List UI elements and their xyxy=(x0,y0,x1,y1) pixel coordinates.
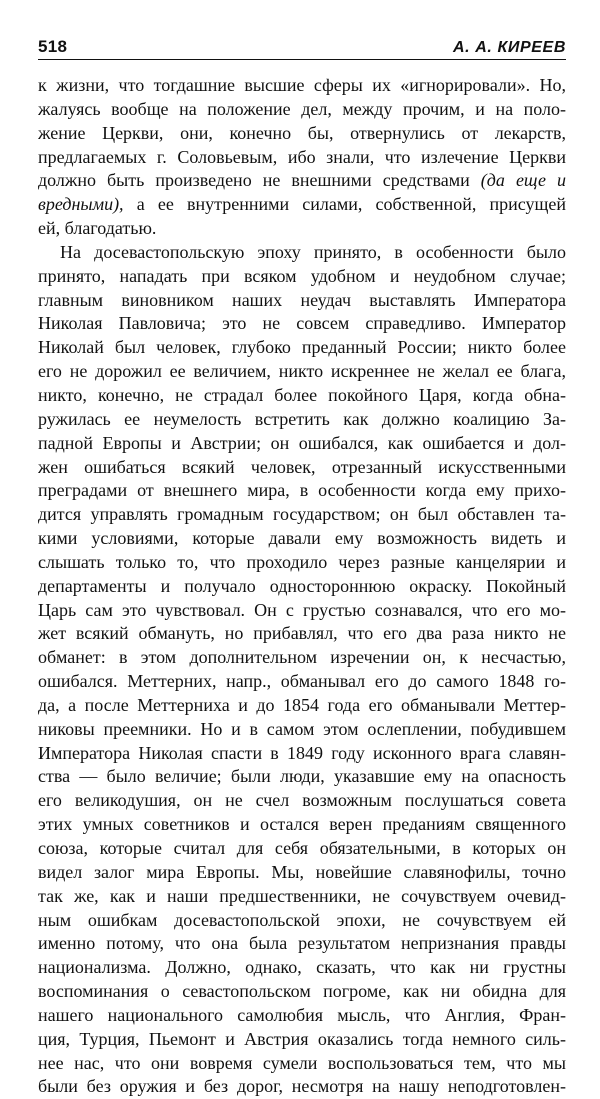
text-line: были без оружия и без дорог, несмотря на нашу неподготовлен- xyxy=(38,1076,566,1097)
text-line: его не дорожил ее величием, никто искреннее не желал ее блага, xyxy=(38,361,566,382)
author-name: А. А. КИРЕЕВ xyxy=(452,39,566,56)
text-line: жет всякий обмануть, но прибавлял, что его два раза никто не xyxy=(38,623,566,644)
text-line: именно потому, что она была результатом непризнания правды xyxy=(38,933,566,954)
text-line: преградами от внешнего мира, в особенности когда ему прихо- xyxy=(38,480,566,501)
text-line: жалуясь вообще на положение дел, между прочим, и на поло- xyxy=(38,98,566,119)
running-header xyxy=(38,35,566,60)
document-page xyxy=(38,35,566,1099)
text-line: ным ошибкам досевастопольской эпохи, не сочувствуем ей xyxy=(38,909,566,930)
body-text xyxy=(38,74,566,1099)
italic-segment: (да еще и xyxy=(480,170,566,191)
text-line: этих умных советников и остался верен преданиям священного xyxy=(38,814,566,835)
text-line: падной Европы и Австрии; он ошибался, как ошибается и дол- xyxy=(38,432,566,453)
text-line: никто, конечно, не страдал более покойного Царя, когда обна- xyxy=(38,384,566,405)
text-line: дится управлять громадным государством; он был обставлен та- xyxy=(38,504,566,525)
text-line: предлагаемых г. Соловьевым, ибо знали, что излечение Церкви xyxy=(38,146,566,167)
text-segment: а ее внутренними силами, собственной, присущей xyxy=(136,194,566,215)
text-line: его великодушия, он не счел возможным послушаться совета xyxy=(38,790,566,811)
text-line: Царь сам это чувствовал. Он с грустью сознавался, что его мо- xyxy=(38,599,566,620)
page-number: 518 xyxy=(38,37,68,56)
text-line: Николая Павловича; это не совсем справедливо. Император xyxy=(38,313,566,334)
text-line: союза, которые считал для себя обязательными, в которых он xyxy=(38,838,566,858)
text-line: департаменты и получало одностороннюю окраску. Покойный xyxy=(38,575,566,596)
text-line: да, а после Меттерниха и до 1854 года его обманывали Меттер- xyxy=(38,694,566,715)
text-line: видел залог мира Европы. Мы, новейшие славянофилы, точно xyxy=(38,861,566,882)
text-line: ства — было величие; были люди, указавшие ему на опасность xyxy=(38,766,566,787)
text-line: нее нас, что они вовремя сумели воспользоваться тем, что мы xyxy=(38,1052,566,1073)
text-line: жен ошибаться всякий человек, отрезанный искусственными xyxy=(38,456,566,477)
text-line: принято, нападать при всяком удобном и неудобном случае; xyxy=(38,265,566,286)
text-line: нашего национального самолюбия мысль, что Англия, Фран- xyxy=(38,1004,566,1025)
italic-segment: вредными), xyxy=(38,194,124,215)
text-line: ружилась ее неумелость встретить как должно коалицию За- xyxy=(38,408,566,429)
text-line: так же, как и наши предшественники, не сочувствуем очевид- xyxy=(38,885,566,906)
text-line: национализма. Должно, однако, сказать, что как ни грустны xyxy=(38,957,566,978)
text-line: никовы преемники. Но и в самом этом ослеплении, побудившем xyxy=(38,718,566,739)
text-line: кими условиями, которые давали ему возможность видеть и xyxy=(38,528,566,549)
text-line: ция, Турция, Пьемонт и Австрия оказались тогда немного силь- xyxy=(38,1028,566,1049)
text-line: обманет: в этом дополнительном изречении он, к несчастью, xyxy=(38,647,566,668)
text-line: к жизни, что тогдашние высшие сферы их «игнорировали». Но, xyxy=(38,75,566,95)
text-line: воспоминания о севастопольском погроме, как ни обидна для xyxy=(38,981,566,1002)
text-line: Императора Николая спасти в 1849 году исконного врага славян- xyxy=(38,742,566,763)
text-line: жение Церкви, они, конечно бы, отвернулись от лекарств, xyxy=(38,122,566,143)
text-line xyxy=(38,169,566,193)
text-segment: должно быть произведено не внешними средствами xyxy=(38,170,470,191)
text-line: ошибался. Меттерних, напр., обманывал его до самого 1848 го- xyxy=(38,671,566,692)
text-line: ей, благодатью. xyxy=(38,218,157,239)
paragraph-first-line: На досевастопольскую эпоху принято, в особенности было xyxy=(60,241,566,262)
text-line: главным виновником наших неудач выставлять Императора xyxy=(38,289,566,310)
text-line xyxy=(38,193,566,217)
text-line: Николай был человек, глубоко преданный России; никто более xyxy=(38,337,566,358)
text-line: слышать только то, что проходило через разные канцелярии и xyxy=(38,551,566,572)
